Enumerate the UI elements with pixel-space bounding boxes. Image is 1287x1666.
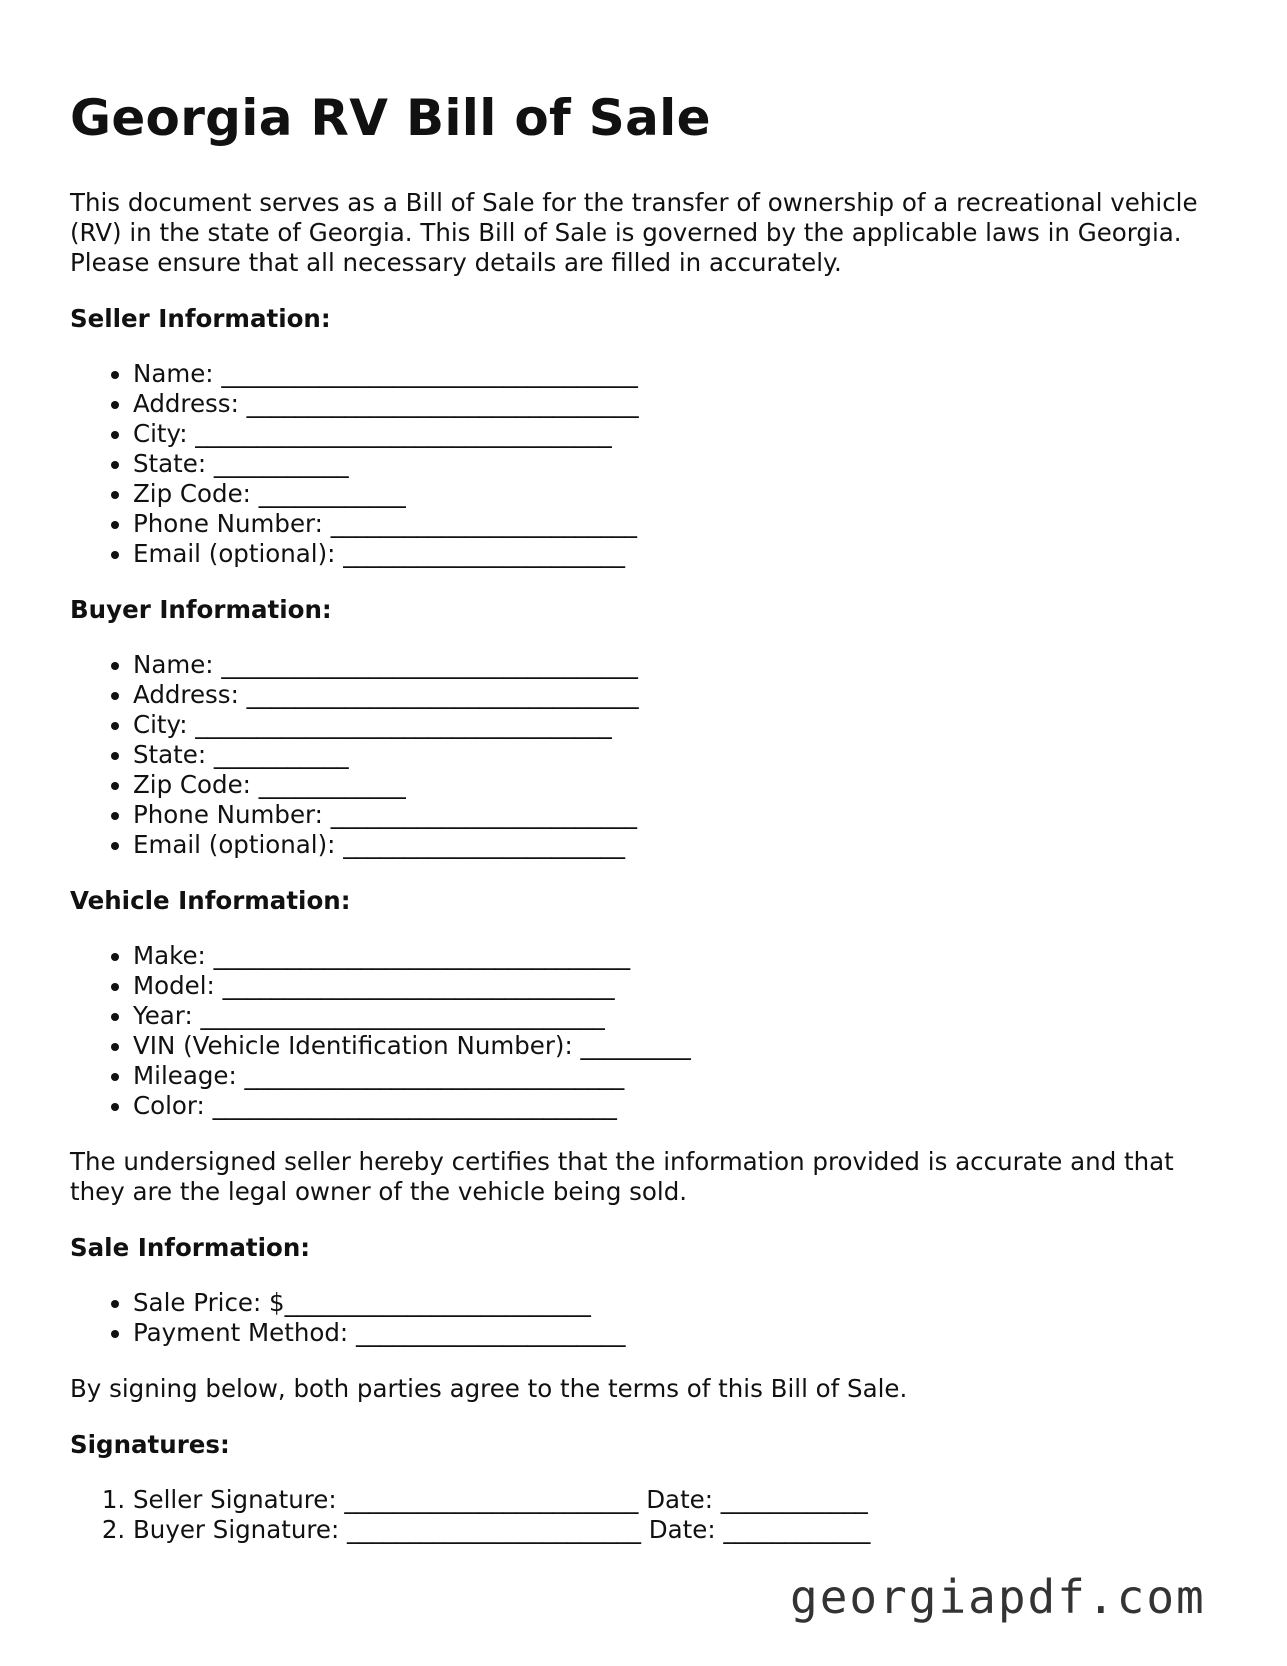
agreement-paragraph: By signing below, both parties agree to the terms of this Bill of Sale.	[70, 1374, 908, 1403]
bill-of-sale-document	[70, 88, 1220, 1571]
buyer-name-field: • Name: __________________________________	[133, 650, 1220, 680]
vehicle-color-field: • Color: _________________________________	[133, 1091, 1220, 1121]
buyer-zip-field: • Zip Code: ____________	[133, 770, 1220, 800]
seller-info-list	[70, 359, 1220, 569]
vehicle-year-field: • Year: _________________________________	[133, 1001, 1220, 1031]
sale-info-heading: Sale Information:	[70, 1233, 311, 1262]
seller-signature-line: 1. Seller Signature: ________________________ Date: ____________	[133, 1485, 1220, 1515]
buyer-email-field: • Email (optional): _______________________	[133, 830, 1220, 860]
vehicle-model-field: • Model: ________________________________	[133, 971, 1220, 1001]
seller-name-field: • Name: __________________________________	[133, 359, 1220, 389]
buyer-signature-line: 2. Buyer Signature: ________________________ Date: ____________	[133, 1515, 1220, 1545]
vehicle-make-field: • Make: __________________________________	[133, 941, 1220, 971]
seller-state-field: • State: ___________	[133, 449, 1220, 479]
seller-city-field: • City: __________________________________	[133, 419, 1220, 449]
seller-address-field: • Address: ________________________________	[133, 389, 1220, 419]
vehicle-vin-field: • VIN (Vehicle Identification Number): _________	[133, 1031, 1220, 1061]
signatures-heading: Signatures:	[70, 1430, 230, 1459]
vehicle-info-heading: Vehicle Information:	[70, 886, 351, 915]
buyer-phone-field: • Phone Number: _________________________	[133, 800, 1220, 830]
seller-zip-field: • Zip Code: ____________	[133, 479, 1220, 509]
vehicle-mileage-field: • Mileage: _______________________________	[133, 1061, 1220, 1091]
buyer-address-field: • Address: ________________________________	[133, 680, 1220, 710]
intro-paragraph: This document serves as a Bill of Sale for the transfer of ownership of a recreational vehicle (RV) in the state of Georgia. This Bill of Sale is governed by the applicable laws in Georgia. Please ensure that all necessary details are filled in accurately.	[70, 188, 1198, 277]
signatures-list	[70, 1485, 1220, 1545]
buyer-state-field: • State: ___________	[133, 740, 1220, 770]
buyer-city-field: • City: __________________________________	[133, 710, 1220, 740]
payment-method-field: • Payment Method: ______________________	[133, 1318, 1220, 1348]
sale-info-list	[70, 1288, 1220, 1348]
buyer-info-list	[70, 650, 1220, 860]
document-title: Georgia RV Bill of Sale	[70, 89, 711, 147]
buyer-info-heading: Buyer Information:	[70, 595, 332, 624]
certification-paragraph: The undersigned seller hereby certifies that the information provided is accurate and that they are the legal owner of the vehicle being sold.	[70, 1147, 1174, 1206]
vehicle-info-list	[70, 941, 1220, 1121]
sale-price-field: • Sale Price: $_________________________	[133, 1288, 1220, 1318]
seller-phone-field: • Phone Number: _________________________	[133, 509, 1220, 539]
site-watermark: georgiapdf.com	[790, 1570, 1206, 1624]
seller-email-field: • Email (optional): _______________________	[133, 539, 1220, 569]
seller-info-heading: Seller Information:	[70, 304, 331, 333]
